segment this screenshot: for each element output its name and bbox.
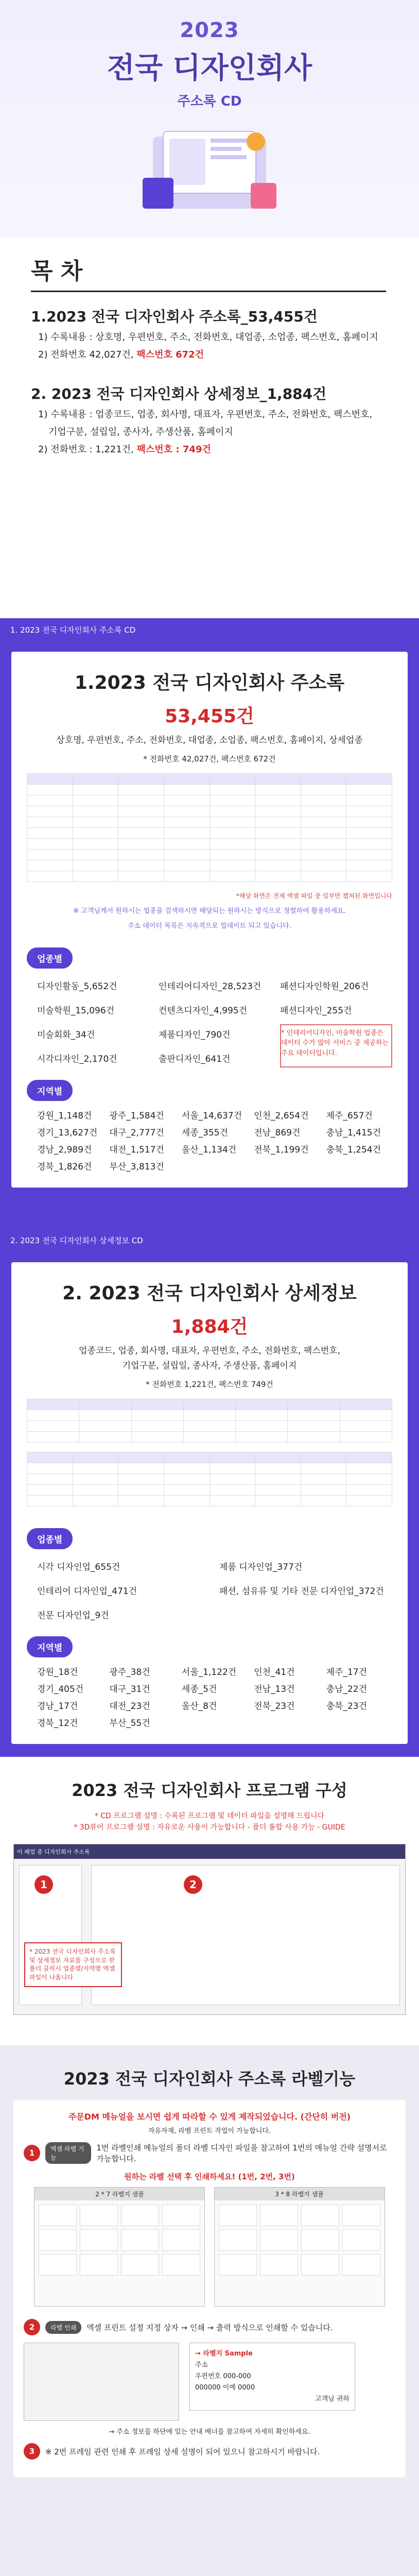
toc-s2-fax: 팩스번호 : 749건 xyxy=(136,444,211,455)
region-item: 경기_13,627건 xyxy=(37,1127,98,1138)
detail-region-pill: 지역별 xyxy=(27,1636,73,1657)
industry-item: 제품디자인_790건 xyxy=(159,1029,231,1040)
hero-subtitle: 주소록 CD xyxy=(177,94,242,109)
hero-title: 전국 디자인회사 xyxy=(107,52,312,85)
detail-industry-pill: 업종별 xyxy=(27,1528,73,1549)
window-titlebar: 이 폐업 중 디자인회사 주소록 xyxy=(14,1844,405,1859)
label-sample-line: 고객님 귀하 xyxy=(315,2395,350,2403)
region-item: 강원_18건 xyxy=(37,1667,78,1677)
step-number: 1 xyxy=(24,2145,40,2161)
label-sample-box xyxy=(189,2343,355,2411)
program-screenshot xyxy=(13,1844,406,2015)
toc-s2-phone: 2) 전화번호 : 1,221건, xyxy=(38,444,137,455)
label-sample-line: 000000 이메 0000 xyxy=(195,2384,255,2392)
region-item: 제주_657건 xyxy=(326,1110,373,1121)
industry-item: 시각 디자인업_655건 xyxy=(37,1562,120,1572)
label-step-2 xyxy=(24,2319,395,2335)
industry-item: 미술회화_34건 xyxy=(37,1029,95,1040)
toc-s1-line1: 1) 수록내용 : 상호명, 우편번호, 주소, 전화번호, 대업종, 소업종, 팩스번호, 홈페이지 xyxy=(38,332,378,343)
region-item: 전남_13건 xyxy=(254,1684,295,1694)
step-number: 2 xyxy=(24,2319,40,2335)
region-item: 대전_23건 xyxy=(109,1701,150,1711)
industry-item: 출판디자인_641건 xyxy=(159,1054,231,1064)
industry-item: 제품 디자인업_377건 xyxy=(219,1562,303,1572)
label-sample-heading: → 라벨지 Sample xyxy=(195,2350,253,2358)
industry-item: 전문 디자인업_9건 xyxy=(37,1610,109,1621)
region-item: 대전_1,517건 xyxy=(109,1144,164,1155)
program-callout: * 2023 전국 디자인회사 주소록 및 상세정보 자료를 구성으로 한 폴더 클릭시 업종별/지역별 엑셀 파일이 나옵니다 xyxy=(24,1942,122,1987)
step3-text: ※ 2번 프레임 관련 인쇄 후 프레임 상세 설명이 되어 있으니 참고하시기 바랍니다. xyxy=(45,2447,320,2456)
label-section xyxy=(0,2045,419,2576)
region-item: 서울_14,637건 xyxy=(181,1110,242,1121)
region-grid xyxy=(37,1108,392,1172)
region-item: 전남_869건 xyxy=(254,1127,301,1138)
toc-s1-phone: 2) 전화번호 42,027건, xyxy=(38,349,137,360)
label-sample-3x8 xyxy=(214,2187,385,2307)
program-note-2: * 3D뷰어 프로그램 설명 : 자유로운 사용이 가능합니다 - 폴더 통합 사용 가능 - GUIDE xyxy=(74,1823,345,1832)
label-sample-title: 2 * 7 라벨지 샘플 xyxy=(34,2188,204,2200)
detail-info-title: 2. 2023 전국 디자인회사 상세정보 xyxy=(62,1283,357,1304)
file-list[interactable] xyxy=(91,1865,400,2005)
section-bar-2: 2. 2023 전국 디자인회사 상세정보 CD xyxy=(0,1229,419,1252)
step1-sub: 원하는 라벨 선택 후 인쇄하세요! (1번, 2번, 3번) xyxy=(124,2172,295,2181)
region-item: 세종_5건 xyxy=(181,1684,217,1694)
label-intro-sub: 자유자재, 라벨 프린트 작업이 가능합니다. xyxy=(148,2127,271,2135)
region-item: 광주_38건 xyxy=(109,1667,150,1677)
region-item: 경남_2,989건 xyxy=(37,1144,92,1155)
industry-item: 컨텐츠디자인_4,995건 xyxy=(159,1005,248,1016)
program-section xyxy=(0,1757,419,2045)
address-book-card xyxy=(11,652,408,1188)
region-item: 경기_405건 xyxy=(37,1684,84,1694)
search-note-2: 주소 데이터 목록은 지속적으로 업데이트 되고 있습니다. xyxy=(128,922,291,930)
address-book-phone-note: * 전화번호 42,027건, 팩스번호 672건 xyxy=(143,754,276,764)
detail-info-panel xyxy=(0,1252,419,1757)
address-book-count: 53,455건 xyxy=(165,706,254,727)
toc-s2-line2: 기업구분, 설립일, 종사자, 주생산품, 홈페이지 xyxy=(48,426,233,437)
region-item: 전북_1,199건 xyxy=(254,1144,309,1155)
print-preview-row xyxy=(24,2343,395,2421)
region-item: 세종_355건 xyxy=(181,1127,229,1138)
industry-item: 패션, 섬유류 및 기타 전문 디자인업_372건 xyxy=(219,1586,384,1597)
step-marker-2: 2 xyxy=(184,1875,202,1894)
step2-text: 엑셀 프린트 설정 지정 상자 → 인쇄 → 출력 방식으로 인쇄할 수 있습니다. xyxy=(86,2323,333,2332)
region-item: 울산_1,134건 xyxy=(181,1144,237,1155)
region-item: 부산_3,813건 xyxy=(109,1161,164,1172)
industry-item: 디자인활동_5,652건 xyxy=(37,981,117,992)
region-item: 대구_31건 xyxy=(109,1684,150,1694)
toc-section-1-title: 1.2023 전국 디자인회사 주소록_53,455건 xyxy=(31,308,318,325)
label-step-3 xyxy=(24,2443,395,2460)
section-bar-1: 1. 2023 전국 디자인회사 주소록 CD xyxy=(0,618,419,641)
detail-spreadsheet-preview-2 xyxy=(27,1452,392,1506)
search-note-1: ※ 고객님께서 원하시는 업종을 검색하시면 해당되는 원하시는 방식으로 정렬하여 활용하세요. xyxy=(73,907,346,915)
label-sample-2x7 xyxy=(34,2187,205,2307)
region-item: 충남_1,415건 xyxy=(326,1127,381,1138)
industry-pill: 업종별 xyxy=(27,947,73,969)
region-pill: 지역별 xyxy=(27,1080,73,1101)
address-book-title: 1.2023 전국 디자인회사 주소록 xyxy=(74,672,345,693)
toc-s1-fax: 팩스번호 672건 xyxy=(136,349,204,360)
region-item: 광주_1,584건 xyxy=(109,1110,164,1121)
industry-grid xyxy=(37,976,392,1067)
toc-s1-line2 xyxy=(38,348,388,362)
detail-spreadsheet-preview xyxy=(27,1399,392,1443)
label-intro: 주문DM 메뉴얼을 보시면 쉽게 따라할 수 있게 제작되었습니다. (간단히 버전) xyxy=(68,2112,351,2122)
toc-s2-line1: 1) 수록내용 : 업종코드, 업종, 회사명, 대표자, 우편번호, 주소, 전화번호, 팩스번호, xyxy=(38,409,373,420)
region-item: 울산_8건 xyxy=(181,1701,217,1711)
spreadsheet-preview xyxy=(27,773,392,882)
detail-region-grid xyxy=(37,1665,392,1728)
detail-info-columns-2: 기업구분, 설립일, 종사자, 주생산품, 홈페이지 xyxy=(122,1360,297,1371)
region-item: 부산_55건 xyxy=(109,1718,150,1728)
region-item: 인천_41건 xyxy=(254,1667,295,1677)
region-item: 경북_12건 xyxy=(37,1718,78,1728)
hero-banner xyxy=(0,0,419,237)
region-item: 충북_23건 xyxy=(326,1701,367,1711)
step-number: 3 xyxy=(24,2443,40,2460)
label-card xyxy=(13,2100,406,2477)
step2-note: → 주소 정보를 하단에 있는 안내 배너를 참고하여 자세히 확인하세요. xyxy=(109,2428,310,2436)
region-item: 충북_1,254건 xyxy=(326,1144,381,1155)
region-item: 인천_2,654건 xyxy=(254,1110,309,1121)
toc-s2-line3 xyxy=(38,443,388,457)
address-book-columns: 상호명, 우편번호, 주소, 전화번호, 대업종, 소업종, 팩스번호, 홈페이지, 상세업종 xyxy=(56,735,363,745)
table-of-contents xyxy=(0,237,419,618)
label-sample-line: 주소 xyxy=(195,2361,208,2369)
print-dialog-screenshot xyxy=(24,2343,179,2421)
industry-item: 시각디자인_2,170건 xyxy=(37,1054,117,1064)
industry-warning: * 인테리어디자인, 미술학원 업종은 데이터 수가 많아 서비스 중 제공하는 주요 데이터입니다. xyxy=(280,1024,392,1067)
industry-item: 패션디자인학원_206건 xyxy=(280,981,369,992)
region-item: 강원_1,148건 xyxy=(37,1110,92,1121)
step1-chip: 엑셀 라벨 기능 xyxy=(45,2142,91,2164)
region-item: 서울_1,122건 xyxy=(181,1667,237,1677)
address-book-panel xyxy=(0,641,419,1229)
detail-info-count: 1,884건 xyxy=(171,1316,248,1337)
toc-heading: 목 차 xyxy=(31,252,386,292)
detail-info-card xyxy=(11,1262,408,1744)
label-samples xyxy=(24,2182,395,2312)
detail-info-phone-note: * 전화번호 1,221건, 팩스번호 749건 xyxy=(146,1379,273,1389)
program-note-1: * CD 프로그램 설명 : 수록된 프로그램 및 데이터 파일을 설명해 드립니다 xyxy=(94,1812,325,1820)
region-item: 경남_17건 xyxy=(37,1701,78,1711)
toc-section-2-title: 2. 2023 전국 디자인회사 상세정보_1,884건 xyxy=(31,385,327,402)
step2-chip: 라벨 인쇄 xyxy=(45,2321,81,2334)
label-sample-title: 3 * 8 라벨지 샘플 xyxy=(215,2188,385,2200)
step-marker-1: 1 xyxy=(34,1875,53,1894)
detail-industry-grid xyxy=(37,1556,392,1624)
industry-item: 미술학원_15,096건 xyxy=(37,1005,115,1016)
industry-item: 인테리어 디자인업_471건 xyxy=(37,1586,137,1597)
region-item: 대구_2,777건 xyxy=(109,1127,164,1138)
region-item: 경북_1,826건 xyxy=(37,1161,92,1172)
step1-text: 1번 라벨인쇄 메뉴얼의 폴더 라벨 디자인 파일을 참고하여 1번의 메뉴얼 간략 설명서로 가능합니다. xyxy=(96,2143,387,2163)
hero-year: 2023 xyxy=(180,19,239,42)
label-sample-line: 우편번호 000-000 xyxy=(195,2372,251,2381)
industry-item: 패션디자인_255건 xyxy=(280,1005,352,1016)
label-title: 2023 전국 디자인회사 주소록 라벨기능 xyxy=(63,2069,356,2089)
detail-info-columns-1: 업종코드, 업종, 회사명, 대표자, 우편번호, 주소, 전화번호, 팩스번호, xyxy=(78,1346,341,1356)
region-item: 제주_17건 xyxy=(326,1667,367,1677)
region-item: 충남_22건 xyxy=(326,1684,367,1694)
hero-illustration xyxy=(132,121,287,219)
region-item: 전북_23건 xyxy=(254,1701,295,1711)
industry-item: 인테리어디자인_28,523건 xyxy=(159,981,261,992)
program-title: 2023 전국 디자인회사 프로그램 구성 xyxy=(72,1781,347,1800)
spreadsheet-caption: *해당 화면은 전체 엑셀 파일 중 일부만 캡쳐된 화면입니다 xyxy=(236,892,392,900)
label-step-1 xyxy=(24,2142,395,2164)
